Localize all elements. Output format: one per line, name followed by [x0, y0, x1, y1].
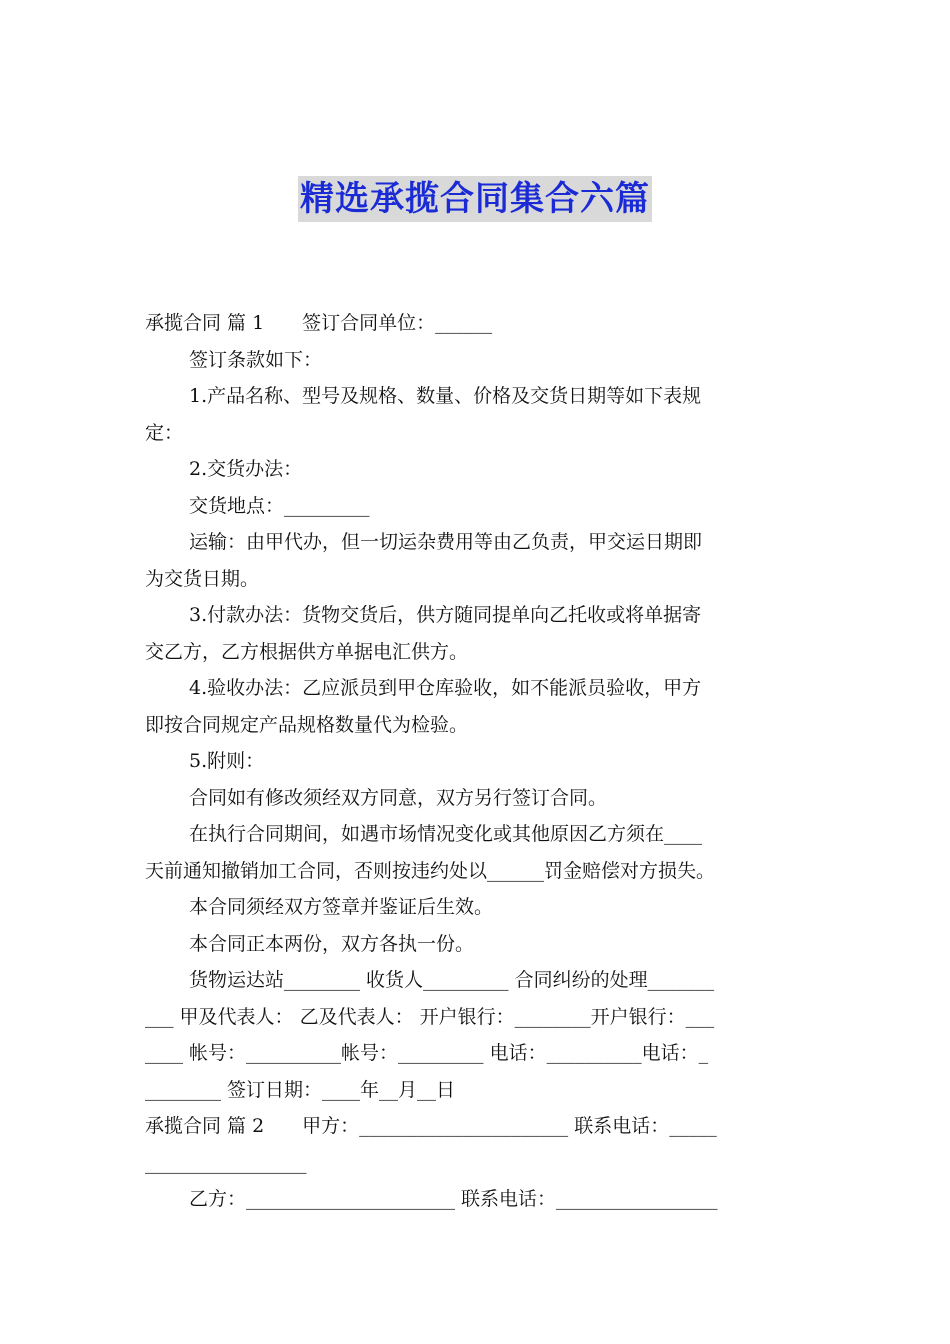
document-title-wrapper — [0, 176, 950, 228]
line-text: 甲方：______________________ 联系电话：_____ — [302, 1115, 717, 1137]
text-line-5: 2.交货办法： — [189, 458, 303, 480]
text-line-23 — [145, 1108, 807, 1145]
text-line-21: ____ 帐号：__________帐号：_________ 电话：__________电话：_ — [145, 1042, 709, 1064]
document-title: 精选承揽合同集合六篇 — [298, 176, 652, 222]
text-line-4: 定： — [145, 421, 184, 444]
section-heading: 承揽合同 篇 2 — [145, 1115, 265, 1137]
document-body — [145, 305, 807, 1218]
text-line-1 — [145, 305, 807, 342]
text-line-24: _________________ — [145, 1151, 307, 1174]
text-line-15: 在执行合同期间，如遇市场情况变化或其他原因乙方须在____ — [189, 823, 703, 845]
text-line-3: 1.产品名称、型号及规格、数量、价格及交货日期等如下表规 — [189, 385, 702, 407]
text-line-9: 3.付款办法：货物交货后，供方随同提单向乙托收或将单据寄 — [189, 604, 702, 626]
text-line-20: ___ 甲及代表人： 乙及代表人： 开户银行：________开户银行：___ — [145, 1005, 715, 1028]
text-line-22: ________ 签订日期：____年__月__日 — [145, 1078, 456, 1101]
text-line-16: 天前通知撤销加工合同，否则按违约处以______罚金赔偿对方损失。 — [145, 859, 716, 882]
text-line-10: 交乙方，乙方根据供方单据电汇供方。 — [145, 640, 469, 663]
line-text: 签订合同单位：______ — [302, 312, 493, 334]
text-line-19: 货物运达站________ 收货人_________ 合同纠纷的处理_______ — [189, 969, 715, 991]
text-line-18: 本合同正本两份，双方各执一份。 — [189, 932, 475, 955]
text-line-13: 5.附则： — [189, 750, 265, 772]
text-line-2: 签订条款如下： — [189, 348, 323, 371]
text-line-17: 本合同须经双方签章并鉴证后生效。 — [189, 896, 494, 918]
section-heading: 承揽合同 篇 1 — [145, 312, 265, 334]
text-line-25: 乙方：______________________ 联系电话：_________________ — [189, 1188, 718, 1210]
text-line-14: 合同如有修改须经双方同意，双方另行签订合同。 — [189, 786, 608, 809]
text-line-11: 4.验收办法：乙应派员到甲仓库验收，如不能派员验收，甲方 — [189, 677, 702, 699]
text-line-7: 运输：由甲代办，但一切运杂费用等由乙负责，甲交运日期即 — [189, 531, 703, 553]
text-line-12: 即按合同规定产品规格数量代为检验。 — [145, 713, 469, 736]
text-line-6: 交货地点：_________ — [189, 494, 370, 517]
text-line-8: 为交货日期。 — [145, 567, 260, 590]
